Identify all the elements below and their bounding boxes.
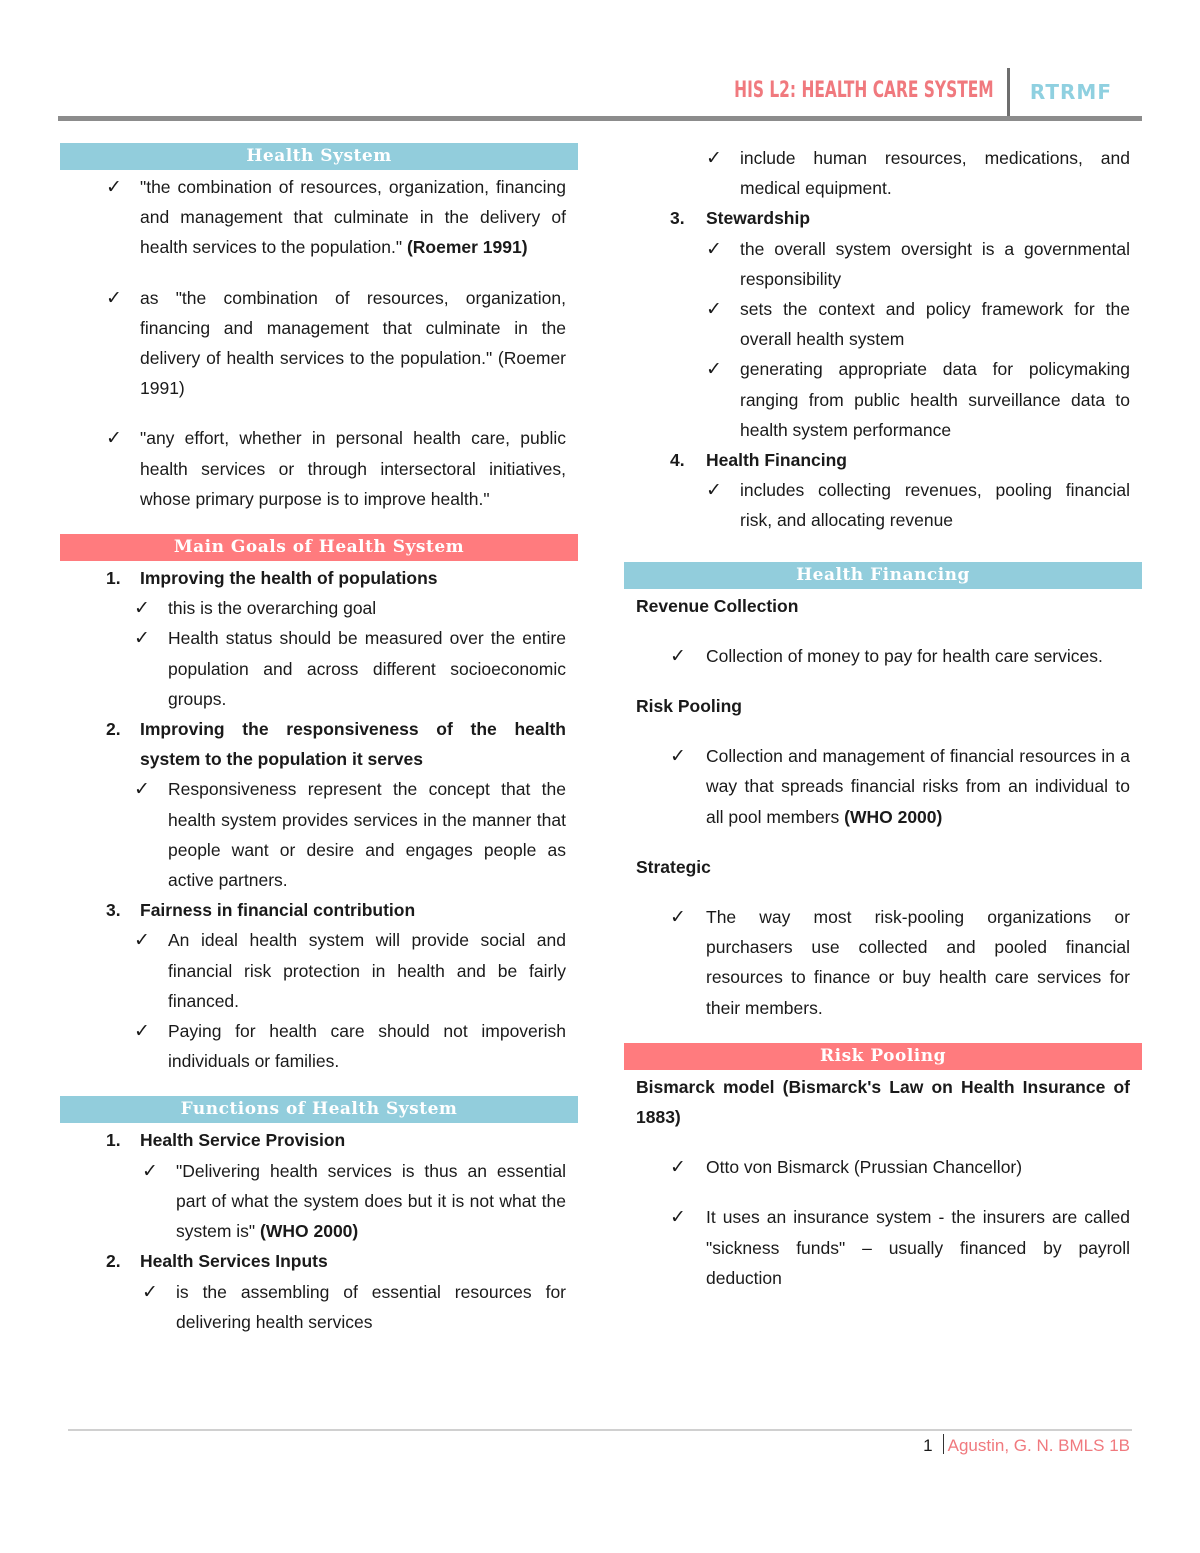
check-icon: ✓	[670, 644, 686, 667]
check-icon: ✓	[706, 147, 722, 169]
check-icon: ✓	[106, 286, 122, 309]
author-name: Agustin, G. N. BMLS 1B	[947, 1436, 1130, 1455]
list-item: ✓ Paying for health care should not impoverish individuals or families.	[60, 1016, 578, 1076]
list-item: ✓ is the assembling of essential resources for delivering health services	[60, 1277, 578, 1337]
list-item: ✓ "Delivering health services is thus an essential part of what the system does but it is not what the system is" (WHO 2000)	[60, 1156, 578, 1247]
list-item: ✓ Health status should be measured over the entire population and across different socioeconomic groups.	[60, 623, 578, 714]
list-item: ✓ the overall system oversight is a governmental responsibility	[624, 234, 1142, 294]
list-item: ✓ It uses an insurance system - the insurers are called "sickness funds" – usually financed by payroll deduction	[624, 1202, 1142, 1293]
list-item: ✓ "the combination of resources, organization, financing and management that culminate in the delivery of health services to the population." (Roemer 1991)	[60, 172, 578, 263]
footer-divider	[943, 1434, 944, 1454]
list-item: ✓ Otto von Bismarck (Prussian Chancellor)	[624, 1152, 1142, 1182]
page-number: 1	[923, 1436, 933, 1455]
check-icon: ✓	[142, 1159, 158, 1182]
list-item: ✓ sets the context and policy framework for the overall health system	[624, 294, 1142, 354]
check-icon: ✓	[706, 298, 722, 321]
check-icon: ✓	[670, 1206, 686, 1229]
check-icon: ✓	[134, 778, 150, 801]
section-heading-health-financing: Health Financing	[624, 562, 1142, 589]
check-icon: ✓	[106, 176, 122, 198]
check-icon: ✓	[134, 627, 150, 650]
document-tag: RTRMF	[1029, 80, 1112, 104]
check-icon: ✓	[142, 1280, 158, 1303]
right-column	[624, 143, 1142, 1293]
numbered-item: 2. Health Services Inputs	[106, 1251, 328, 1272]
list-item: ✓ "any effort, whether in personal health care, public health services or through intersectoral initiatives, whose primary purpose is to improve health."	[60, 423, 578, 514]
list-item: ✓ Collection and management of financial resources in a way that spreads financial risks from an individual to all pool members (WHO 2000)	[624, 741, 1142, 832]
section-heading-health-system: Health System	[60, 143, 578, 170]
check-icon: ✓	[670, 906, 686, 929]
left-column	[60, 143, 578, 1337]
numbered-item: 4. Health Financing	[670, 450, 847, 471]
list-item: ✓ The way most risk-pooling organizations or purchasers use collected and pooled financial resources to finance or buy health care services for their members.	[624, 902, 1142, 1023]
check-icon: ✓	[670, 745, 686, 768]
list-item: ✓ as "the combination of resources, organization, financing and management that culminate in the delivery of health services to the population." (Roemer 1991)	[60, 283, 578, 404]
list-item: ✓ Responsiveness represent the concept that the health system provides services in the manner that people want or desire and engages people as active partners.	[60, 774, 578, 895]
footer-rule	[68, 1429, 1132, 1431]
subheading-risk-pooling: Risk Pooling	[636, 696, 742, 717]
section-heading-risk-pooling: Risk Pooling	[624, 1043, 1142, 1070]
numbered-item: 1. Improving the health of populations	[106, 568, 438, 589]
subheading-revenue-collection: Revenue Collection	[636, 595, 799, 616]
page-header	[58, 66, 1142, 122]
check-icon: ✓	[134, 929, 150, 952]
header-rule	[58, 116, 1142, 121]
check-icon: ✓	[134, 1020, 150, 1043]
subheading-bismarck-model: Bismarck model (Bismarck's Law on Health Insurance of 1883)	[636, 1076, 1130, 1128]
check-icon: ✓	[706, 479, 722, 502]
check-icon: ✓	[134, 597, 150, 620]
check-icon: ✓	[670, 1156, 686, 1179]
list-item: ✓ include human resources, medications, and medical equipment.	[624, 143, 1142, 203]
check-icon: ✓	[106, 427, 122, 450]
section-heading-main-goals: Main Goals of Health System	[60, 534, 578, 561]
numbered-item: 1. Health Service Provision	[106, 1130, 346, 1151]
header-divider	[1007, 68, 1010, 116]
numbered-item: 2. Improving the responsiveness of the health system to the population it serves	[106, 719, 566, 770]
check-icon: ✓	[706, 237, 722, 260]
check-icon: ✓	[706, 358, 722, 381]
subheading-strategic: Strategic	[636, 856, 711, 877]
list-item: ✓ includes collecting revenues, pooling financial risk, and allocating revenue	[624, 475, 1142, 535]
document-title: HIS L2: HEALTH CARE SYSTEM	[734, 78, 994, 103]
list-item: ✓ An ideal health system will provide social and financial risk protection in health and be fairly financed.	[60, 925, 578, 1016]
numbered-item: 3. Fairness in financial contribution	[106, 900, 416, 921]
list-item: ✓ this is the overarching goal	[60, 593, 578, 623]
list-item: ✓ Collection of money to pay for health care services.	[624, 641, 1142, 671]
section-heading-functions: Functions of Health System	[60, 1096, 578, 1123]
page-footer	[923, 1434, 1130, 1458]
list-item: ✓ generating appropriate data for policymaking ranging from public health surveillance data to health system performance	[624, 354, 1142, 445]
numbered-item: 3. Stewardship	[670, 208, 811, 229]
